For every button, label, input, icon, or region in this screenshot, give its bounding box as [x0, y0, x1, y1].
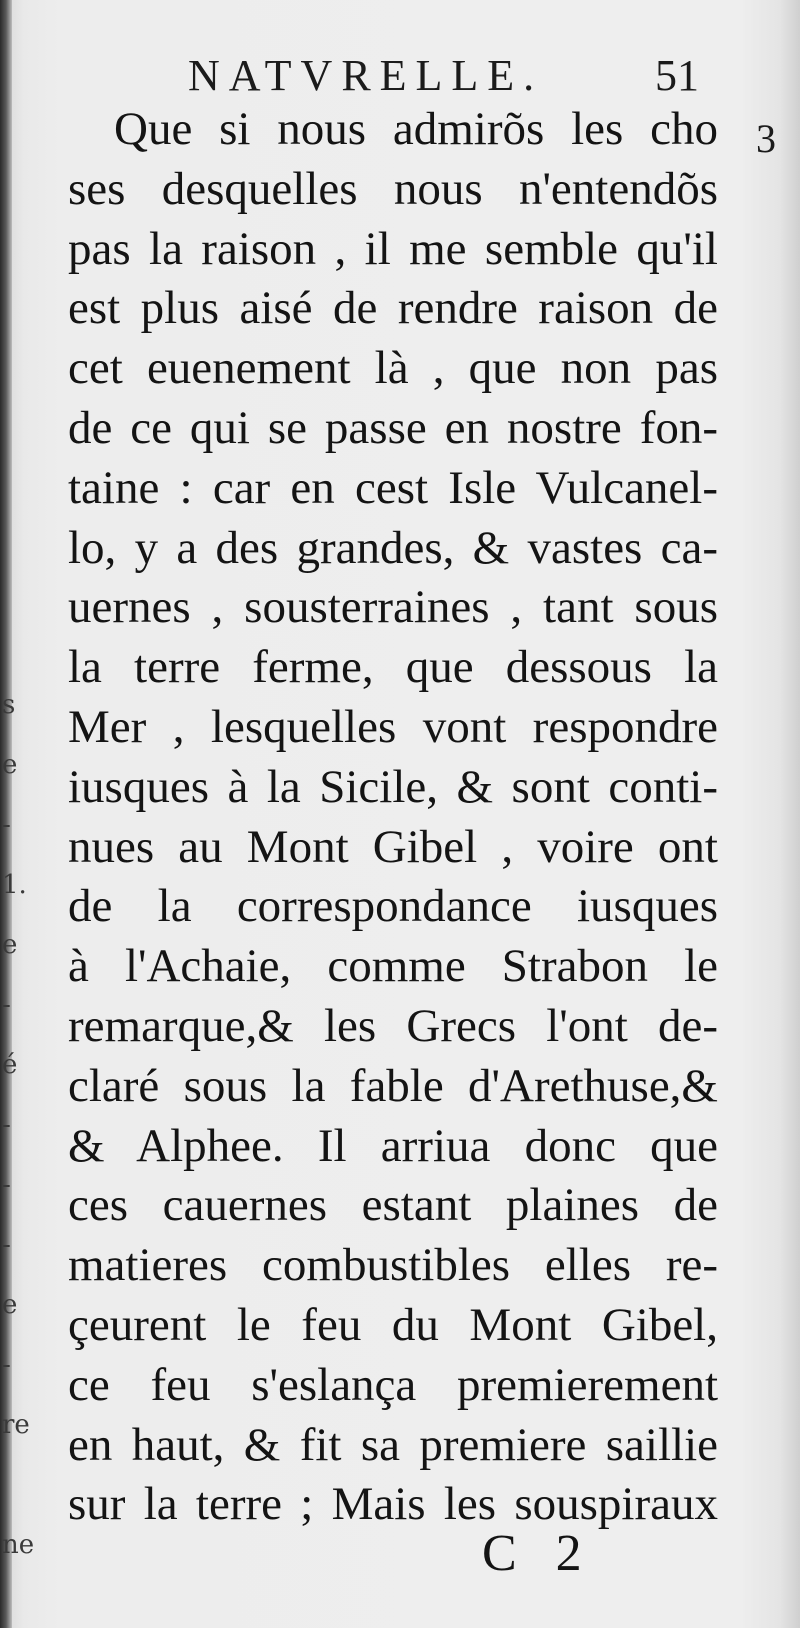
running-head: [0, 44, 800, 104]
text-line: ce feu s'eslança premierement: [68, 1358, 718, 1411]
text-line: ces cauernes estant plaines de: [68, 1179, 718, 1232]
text-line: & Alphee. Il arriua donc que: [68, 1119, 718, 1172]
bleed-fragment: e: [2, 1290, 18, 1320]
text-line: iusques à la Sicile, & sont conti-: [68, 760, 718, 813]
running-head-title: NATVRELLE.: [188, 51, 544, 100]
text-line: la terre ferme, que dessous la: [68, 641, 718, 694]
bleed-fragment: -: [2, 810, 11, 840]
text-line: matieres combustibles elles re-: [68, 1239, 718, 1292]
bleed-fragment: e: [2, 750, 18, 780]
text-line: uernes , sousterraines , tant sous: [68, 581, 718, 634]
text-line: cet euenement là , que non pas: [68, 342, 718, 395]
text-line: en haut, & fit sa premiere saillie: [68, 1418, 718, 1471]
bleed-through-fragments: [0, 0, 35, 1628]
text-line: lo, y a des grandes, & vastes ca-: [68, 521, 718, 574]
bleed-fragment: -: [2, 1110, 11, 1140]
text-line: Mer , lesquelles vont respondre: [68, 700, 718, 753]
text-line: ses desquelles nous n'entendõs: [68, 162, 718, 215]
text-line: taine : car en cest Isle Vulcanel-: [68, 461, 718, 514]
text-line: pas la raison , il me semble qu'il: [68, 222, 718, 275]
bleed-fragment: e: [2, 930, 18, 960]
page-number: 51: [655, 51, 699, 100]
bleed-fragment: é: [2, 1050, 18, 1080]
text-line: nues au Mont Gibel , voire ont: [68, 820, 718, 873]
margin-note: 3: [756, 116, 776, 161]
text-line: remarque,& les Grecs l'ont de-: [68, 999, 718, 1052]
bleed-fragment: -: [2, 1230, 11, 1260]
bleed-fragment: -: [2, 990, 11, 1020]
bleed-fragment: ne: [2, 1530, 35, 1560]
text-line: à l'Achaie, comme Strabon le: [68, 940, 718, 993]
text-line: de la correspondance iusques: [68, 880, 718, 933]
signature-mark: C 2: [482, 1525, 582, 1582]
text-line: de ce qui se passe en nostre fon-: [68, 401, 718, 454]
bleed-fragment: 1.: [2, 870, 27, 900]
bleed-fragment: re: [2, 1410, 30, 1440]
text-line: claré sous la fable d'Arethuse,&: [68, 1059, 718, 1112]
bleed-fragment: s: [2, 690, 16, 720]
text-line: sur la terre ; Mais les souspiraux: [68, 1478, 718, 1531]
text-line: çeurent le feu du Mont Gibel,: [68, 1298, 718, 1351]
bleed-fragment: -: [2, 1350, 11, 1380]
text-line: est plus aisé de rendre raison de: [68, 282, 718, 335]
text-line: Que si nous admirõs les cho: [114, 103, 718, 155]
bleed-fragment: -: [2, 1170, 11, 1200]
body-text: [68, 100, 718, 1535]
